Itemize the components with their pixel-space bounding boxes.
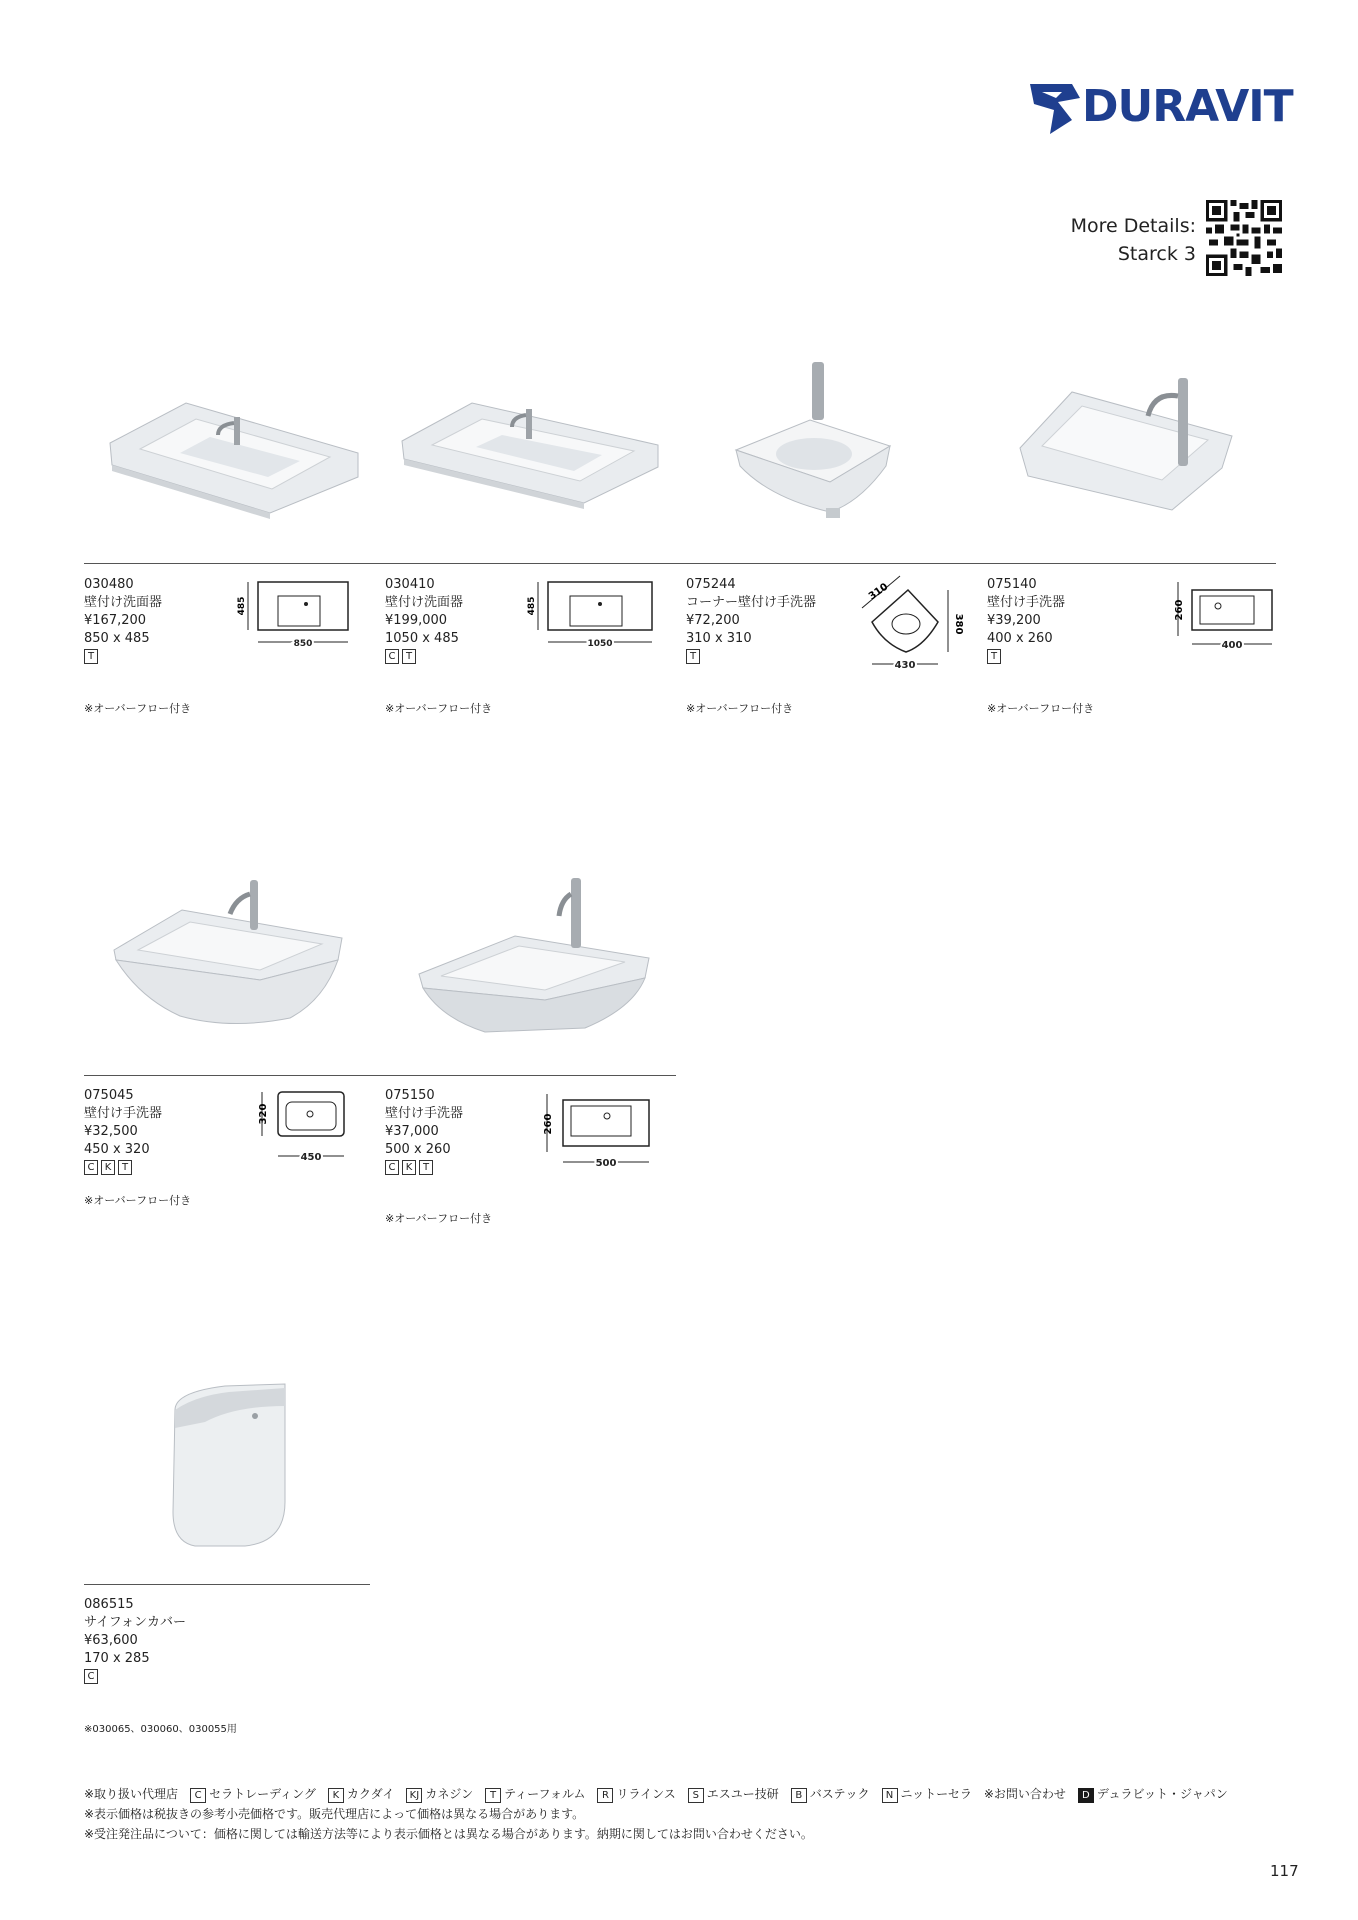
agent-tag: T (419, 1160, 433, 1175)
more-details-label: More Details: (1070, 215, 1196, 237)
product-price: ¥37,000 (385, 1124, 439, 1139)
product-note: ※オーバーフロー付き (385, 702, 493, 715)
product-card-086515 (84, 1596, 249, 1685)
product-size: 850 x 485 (84, 631, 150, 646)
agent-tag: C (385, 1160, 399, 1175)
product-size: 500 x 260 (385, 1142, 451, 1157)
inquiry-name: デュラビット・ジャパン (1096, 1787, 1228, 1801)
duravit-logo (1028, 80, 1293, 136)
product-name: 壁付け洗面器 (84, 595, 163, 610)
product-photo-075150 (415, 878, 655, 1038)
inquiry-item (1078, 1784, 1228, 1804)
product-code: 075150 (385, 1088, 435, 1103)
price-note: ※表示価格は税抜きの参考小売価格です。販売代理店によって価格は異なる場合があります。 (84, 1807, 585, 1821)
agent-name: エスユー技研 (706, 1787, 779, 1801)
product-name: 壁付け手洗器 (84, 1106, 163, 1121)
inquiry-label: ※お問い合わせ (983, 1787, 1066, 1801)
brand-name: DURAVIT (1082, 81, 1293, 132)
agent-tag: C (84, 1669, 98, 1684)
product-code: 075244 (686, 577, 736, 592)
product-card-075045 (84, 1087, 249, 1176)
dimension-drawing-075244 (852, 572, 964, 672)
qr-code-icon[interactable] (1206, 200, 1282, 276)
agents-legend (84, 1784, 1228, 1804)
agent-item (328, 1784, 395, 1804)
dimension-drawing-075045 (250, 1088, 350, 1168)
more-details (1071, 212, 1196, 268)
product-price: ¥63,600 (84, 1633, 138, 1648)
agent-tag: T (402, 649, 416, 664)
agent-tag: T (84, 649, 98, 664)
agent-tags (686, 649, 851, 665)
agent-name: カネジン (425, 1787, 474, 1801)
product-card-075150 (385, 1087, 550, 1176)
agent-tag: T (485, 1788, 501, 1803)
product-note: ※030065、030060、030055用 (84, 1724, 237, 1735)
order-note: ※受注発注品について：価格に関しては輸送方法等により表示価格とは異なる場合があります。納期に関してはお問い合わせください。 (84, 1827, 813, 1841)
product-photo-030410 (398, 395, 660, 505)
agent-tag: R (597, 1788, 613, 1803)
row-divider-3 (84, 1584, 370, 1585)
agent-item (688, 1784, 779, 1804)
agent-tag: B (791, 1788, 807, 1803)
agent-tags (385, 649, 550, 665)
agent-name: バステック (809, 1787, 870, 1801)
dim-height: 485 (237, 596, 247, 616)
dim-height: 320 (258, 1103, 269, 1125)
product-code: 030410 (385, 577, 435, 592)
product-code: 030480 (84, 577, 134, 592)
dim-height: 380 (953, 613, 964, 635)
product-size: 400 x 260 (987, 631, 1053, 646)
agent-tag: T (987, 649, 1001, 664)
dimension-drawing-075150 (535, 1090, 655, 1172)
agent-item (882, 1784, 972, 1804)
agent-tags (84, 649, 249, 665)
dim-height: 260 (1174, 599, 1185, 621)
agent-tags (987, 649, 1152, 665)
agent-tag: C (190, 1788, 206, 1803)
product-note: ※オーバーフロー付き (84, 702, 192, 715)
product-price: ¥72,200 (686, 613, 740, 628)
agent-tags (385, 1160, 550, 1176)
agent-item (485, 1784, 585, 1804)
product-card-030480 (84, 576, 249, 665)
series-name: Starck 3 (1117, 243, 1196, 265)
page-number: 117 (1270, 1862, 1299, 1880)
dimension-drawing-030480 (237, 578, 355, 653)
product-photo-030480 (100, 395, 362, 515)
agent-item (597, 1784, 675, 1804)
product-card-075244 (686, 576, 851, 665)
product-size: 450 x 320 (84, 1142, 150, 1157)
dim-width: 850 (293, 639, 313, 649)
agent-name: ニットーセラ (900, 1787, 972, 1801)
row-divider-1 (84, 563, 1276, 564)
dim-height: 485 (527, 596, 537, 616)
product-name: 壁付け手洗器 (987, 595, 1066, 610)
dim-width: 430 (894, 660, 916, 671)
agent-name: リラインス (616, 1787, 676, 1801)
product-name: 壁付け手洗器 (385, 1106, 464, 1121)
product-name: サイフォンカバー (84, 1615, 187, 1630)
product-note: ※オーバーフロー付き (686, 702, 794, 715)
dim-width: 500 (595, 1158, 617, 1169)
dim-width: 1050 (587, 639, 613, 649)
product-photo-086515 (165, 1382, 295, 1550)
agent-name: ティーフォルム (504, 1787, 586, 1801)
agent-tag: T (686, 649, 700, 664)
agent-tag: C (385, 649, 399, 664)
agent-tag: T (118, 1160, 132, 1175)
dimension-drawing-030410 (527, 578, 660, 653)
footer-notes (84, 1784, 1228, 1844)
dimension-drawing-075140 (1170, 578, 1280, 653)
product-code: 075045 (84, 1088, 134, 1103)
product-photo-075244 (730, 362, 930, 522)
dim-width: 400 (1221, 640, 1243, 651)
agent-tag: N (882, 1788, 898, 1803)
product-name: 壁付け洗面器 (385, 595, 464, 610)
agent-tag: S (688, 1788, 704, 1803)
product-card-030410 (385, 576, 550, 665)
agent-tag: KJ (406, 1788, 422, 1803)
agent-tags (84, 1669, 249, 1685)
dim-width: 450 (300, 1152, 322, 1163)
duravit-bird-icon (1028, 80, 1084, 136)
product-price: ¥32,500 (84, 1124, 138, 1139)
product-photo-075140 (1012, 378, 1240, 518)
product-note: ※オーバーフロー付き (987, 702, 1095, 715)
product-price: ¥199,000 (385, 613, 448, 628)
product-card-075140 (987, 576, 1152, 665)
agent-tag: K (402, 1160, 416, 1175)
agent-item (791, 1784, 870, 1804)
product-photo-075045 (110, 880, 346, 1030)
dim-height: 260 (543, 1113, 554, 1135)
product-size: 170 x 285 (84, 1651, 150, 1666)
product-size: 1050 x 485 (385, 631, 459, 646)
product-size: 310 x 310 (686, 631, 752, 646)
agent-item (190, 1784, 316, 1804)
agent-item (406, 1784, 473, 1804)
agent-tag: C (84, 1160, 98, 1175)
product-code: 086515 (84, 1597, 134, 1612)
agent-tags (84, 1160, 249, 1176)
product-name: コーナー壁付け手洗器 (686, 595, 817, 610)
agent-tag: K (328, 1788, 344, 1803)
agents-prefix: ※取り扱い代理店 (84, 1787, 179, 1801)
product-note: ※オーバーフロー付き (385, 1212, 493, 1225)
agent-name: セラトレーディング (209, 1787, 316, 1801)
inquiry-tag: D (1078, 1788, 1094, 1803)
product-code: 075140 (987, 577, 1037, 592)
row-divider-2 (84, 1075, 676, 1076)
agent-tag: K (101, 1160, 115, 1175)
product-note: ※オーバーフロー付き (84, 1194, 192, 1207)
product-price: ¥167,200 (84, 613, 147, 628)
product-price: ¥39,200 (987, 613, 1041, 628)
agent-name: カクダイ (346, 1787, 395, 1801)
dim-side: 310 (866, 581, 891, 603)
